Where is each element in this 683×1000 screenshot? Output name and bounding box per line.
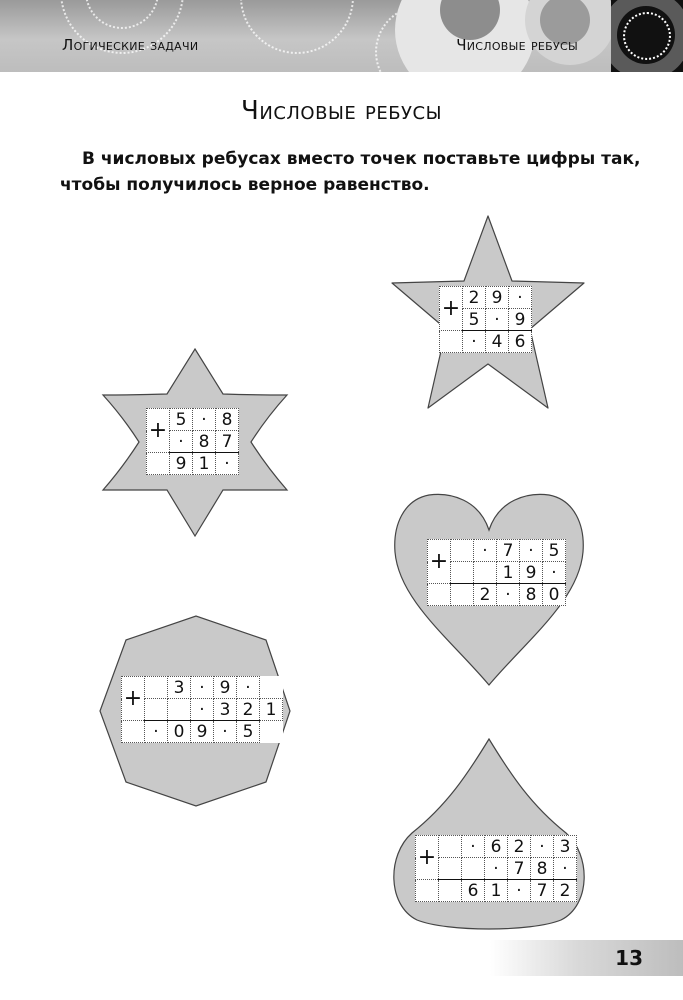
empty-cell xyxy=(451,540,474,562)
drop-shape xyxy=(391,735,587,933)
digit-cell: 7 xyxy=(216,431,239,453)
digit-cell: · xyxy=(216,453,239,475)
digit-cell: 8 xyxy=(216,409,239,431)
empty-cell xyxy=(439,880,462,902)
task-instruction: В числовых ребусах вместо точек поставьте цифры так, чтобы получилось верное равенство. xyxy=(60,149,641,195)
digit-cell: · xyxy=(145,721,168,743)
page-title: Числовые ребусы xyxy=(241,96,442,126)
digit-cell: 7 xyxy=(497,540,520,562)
digit-cell: · xyxy=(237,677,260,699)
digit-cell: · xyxy=(214,721,237,743)
digit-cell: 9 xyxy=(191,721,214,743)
plus-sign: + xyxy=(416,836,439,880)
empty-cell xyxy=(439,836,462,858)
empty-cell xyxy=(428,584,451,606)
digit-cell: 4 xyxy=(486,331,509,353)
digit-cell: · xyxy=(485,858,508,880)
plus-sign: + xyxy=(440,287,463,331)
digit-cell: 2 xyxy=(508,836,531,858)
number-puzzle xyxy=(439,286,532,353)
number-puzzle xyxy=(415,835,577,902)
digit-cell: 9 xyxy=(509,309,532,331)
digit-cell: 2 xyxy=(463,287,486,309)
empty-cell xyxy=(451,584,474,606)
digit-cell: 8 xyxy=(193,431,216,453)
header-section-title: Логические задачи xyxy=(62,36,199,54)
digit-cell: 1 xyxy=(485,880,508,902)
digit-cell: 6 xyxy=(485,836,508,858)
empty-cell xyxy=(416,880,439,902)
digit-cell: 9 xyxy=(214,677,237,699)
digit-cell: 9 xyxy=(170,453,193,475)
digit-cell: · xyxy=(474,540,497,562)
decorative-circle xyxy=(240,0,354,54)
digit-cell: · xyxy=(520,540,543,562)
digit-cell: · xyxy=(554,858,577,880)
digit-cell: · xyxy=(509,287,532,309)
digit-cell: · xyxy=(531,836,554,858)
digit-cell xyxy=(474,562,497,584)
digit-cell: 5 xyxy=(463,309,486,331)
plus-sign: + xyxy=(428,540,451,584)
number-puzzle xyxy=(146,408,239,475)
digit-cell: 0 xyxy=(168,721,191,743)
page-header xyxy=(0,0,683,72)
number-puzzle xyxy=(121,676,283,743)
digit-cell: 5 xyxy=(543,540,566,562)
digit-cell: 7 xyxy=(531,880,554,902)
corner-decoration xyxy=(611,0,683,72)
empty-cell xyxy=(439,858,462,880)
digit-cell: · xyxy=(543,562,566,584)
empty-cell xyxy=(462,858,485,880)
digit-cell: 8 xyxy=(531,858,554,880)
empty-cell xyxy=(451,562,474,584)
page-number: 13 xyxy=(615,946,643,970)
digit-cell: 2 xyxy=(554,880,577,902)
digit-cell: 9 xyxy=(486,287,509,309)
header-chapter-title: Числовые ребусы xyxy=(456,36,578,54)
digit-cell: 7 xyxy=(508,858,531,880)
digit-cell: 5 xyxy=(170,409,193,431)
empty-cell xyxy=(147,453,170,475)
digit-cell: 2 xyxy=(474,584,497,606)
digit-cell: · xyxy=(463,331,486,353)
plus-sign: + xyxy=(122,677,145,721)
digit-cell: 3 xyxy=(554,836,577,858)
digit-cell: · xyxy=(462,836,485,858)
digit-cell: · xyxy=(170,431,193,453)
digit-cell: 6 xyxy=(462,880,485,902)
digit-cell: 9 xyxy=(520,562,543,584)
digit-cell: 1 xyxy=(497,562,520,584)
number-puzzle xyxy=(427,539,566,606)
page-footer xyxy=(490,940,683,976)
digit-cell: 2 xyxy=(237,699,260,721)
digit-cell: · xyxy=(193,409,216,431)
digit-cell: 8 xyxy=(520,584,543,606)
digit-cell: 0 xyxy=(543,584,566,606)
digit-cell: 5 xyxy=(237,721,260,743)
empty-cell xyxy=(145,677,168,699)
digit-cell: · xyxy=(191,677,214,699)
digit-cell: 3 xyxy=(168,677,191,699)
digit-cell: 6 xyxy=(509,331,532,353)
digit-cell: · xyxy=(486,309,509,331)
digit-cell: 1 xyxy=(193,453,216,475)
digit-cell: · xyxy=(497,584,520,606)
empty-cell xyxy=(168,699,191,721)
digit-cell: 1 xyxy=(260,699,283,721)
empty-cell xyxy=(440,331,463,353)
empty-cell xyxy=(122,721,145,743)
plus-sign: + xyxy=(147,409,170,453)
empty-cell xyxy=(145,699,168,721)
digit-cell: · xyxy=(191,699,214,721)
digit-cell: 3 xyxy=(214,699,237,721)
digit-cell: · xyxy=(508,880,531,902)
